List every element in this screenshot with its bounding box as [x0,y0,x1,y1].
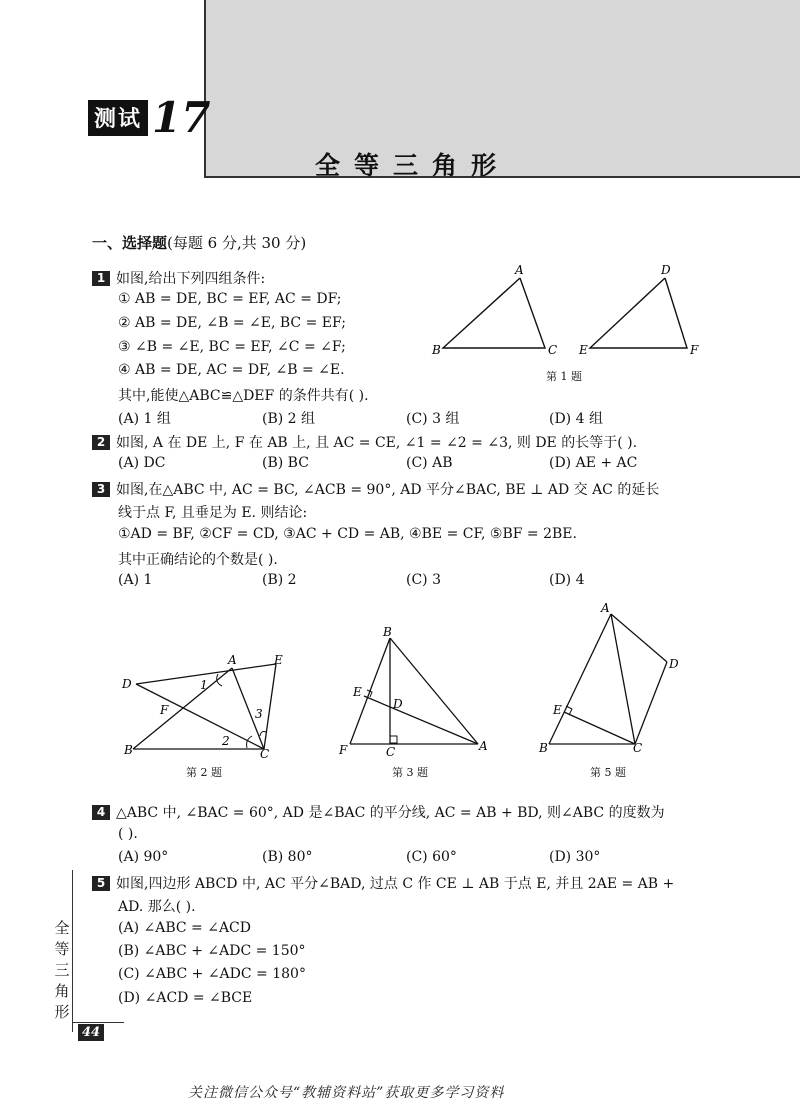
side-title: 全等三角形 [54,919,70,1021]
q3-stem: 如图,在△ABC 中, AC = BC, ∠ACB = 90°, AD 平分∠BAC, BE ⊥ AD 交 AC 的延长 [116,482,660,498]
q5-number: 5 [92,876,110,891]
page-title: 全等三角形 [315,151,511,180]
q1-stem-line [92,268,265,288]
q1-cond-2: ② AB = DE, ∠B = ∠E, BC = EF; [118,315,346,331]
section-note: (每题 6 分,共 30 分) [167,234,307,252]
q5-option-d: (D) ∠ACD = ∠BCE [118,990,253,1006]
q5-label-c: C [633,741,643,752]
q2-option-d: (D) AE + AC [549,455,638,471]
q3-stem-2: 线于点 F, 且垂足为 E. 则结论: [118,505,308,521]
q2-label-b: B [124,743,133,757]
q4-option-d: (D) 30° [549,849,601,865]
q3-option-a: (A) 1 [118,572,153,588]
q4-option-a: (A) 90° [118,849,169,865]
q1-ask: 其中,能使△ABC≌△DEF 的条件共有( ). [118,388,369,404]
q5-label-b: B [539,741,548,752]
q3-option-b: (B) 2 [262,572,297,588]
q4-option-c: (C) 60° [406,849,457,865]
q3-stem-line [92,479,659,499]
q1-label-c: C [548,343,558,357]
q5-option-b: (B) ∠ABC + ∠ADC = 150° [118,943,306,959]
q2-label-2: 2 [222,734,230,748]
q1-cond-1: ① AB = DE, BC = EF, AC = DF; [118,291,342,307]
q1-label-f: F [690,343,699,357]
q3-caption: 第 3 题 [392,766,428,779]
page-number: 44 [78,1024,104,1041]
q5-option-c: (C) ∠ABC + ∠ADC = 180° [118,966,306,982]
q5-caption: 第 5 题 [590,766,626,779]
q4-stem-2: ( ). [118,826,138,842]
q5-figure [535,602,685,752]
q2-option-a: (A) DC [118,455,166,471]
q3-label-e: E [353,685,362,699]
q1-label-b: B [432,343,441,357]
q2-label-3: 3 [255,707,263,721]
q2-option-c: (C) AB [406,455,453,471]
q2-label-d: D [122,677,132,691]
footer-note: 关注微信公众号“教辅资料站”获取更多学习资料 [188,1085,505,1101]
q3-label-d: D [393,697,403,711]
q3-label-f: F [339,743,348,756]
q1-option-c: (C) 3 组 [406,411,460,427]
q1-stem: 如图,给出下列四组条件: [116,271,266,287]
q3-label-c: C [386,745,396,756]
q3-stem-4: 其中正确结论的个数是( ). [118,552,278,568]
q2-label-f: F [160,703,169,717]
test-word: 测试 [88,100,148,136]
q1-label-e: E [579,343,588,357]
q1-option-d: (D) 4 组 [549,411,603,427]
q5-option-a: (A) ∠ABC = ∠ACD [118,920,251,936]
q4-number: 4 [92,805,110,820]
q3-number: 3 [92,482,110,497]
test-label [88,93,211,142]
q1-figure [425,262,715,366]
q4-stem: △ABC 中, ∠BAC = 60°, AD 是∠BAC 的平分线, AC = AB + BD, 则∠ABC 的度数为 [116,805,665,821]
q2-stem: 如图, A 在 DE 上, F 在 AB 上, 且 AC = CE, ∠1 = ∠2 = ∠3, 则 DE 的长等于( ). [116,435,638,451]
q1-label-d: D [661,263,671,277]
q2-label-c: C [260,747,270,758]
q3-option-d: (D) 4 [549,572,585,588]
q3-label-b: B [383,625,392,639]
q2-figure [118,652,288,758]
q3-figure [336,624,496,756]
q1-caption: 第 1 题 [546,370,582,383]
q5-label-d: D [669,657,679,671]
q1-number: 1 [92,271,110,286]
q1-option-b: (B) 2 组 [262,411,316,427]
q5-label-a: A [601,602,610,615]
q2-label-1: 1 [200,678,208,692]
section-heading-text: 一、选择题 [92,234,168,252]
q2-label-a: A [228,653,237,667]
section-heading [92,232,306,253]
test-number: 17 [152,93,211,142]
q3-option-c: (C) 3 [406,572,441,588]
q4-stem-line [92,802,665,822]
q3-label-a: A [479,739,488,753]
triangle-abc [443,278,545,348]
q1-cond-4: ④ AB = DE, AC = DF, ∠B = ∠E. [118,362,345,378]
page-rule [72,1022,124,1023]
q1-cond-3: ③ ∠B = ∠E, BC = EF, ∠C = ∠F; [118,339,346,355]
q1-label-a: A [515,263,524,277]
q2-caption: 第 2 题 [186,766,222,779]
q5-label-e: E [553,703,562,717]
q4-option-b: (B) 80° [262,849,313,865]
q2-label-e: E [274,653,283,667]
q2-option-b: (B) BC [262,455,309,471]
q5-stem-2: AD. 那么( ). [118,899,196,915]
triangle-def [590,278,687,348]
side-rule [72,870,73,1032]
q3-stem-3: ①AD = BF, ②CF = CD, ③AC + CD = AB, ④BE = CF, ⑤BF = 2BE. [118,526,577,542]
q5-stem-line [92,873,674,893]
q2-number: 2 [92,435,110,450]
q1-option-a: (A) 1 组 [118,411,171,427]
q5-stem: 如图,四边形 ABCD 中, AC 平分∠BAD, 过点 C 作 CE ⊥ AB 于点 E, 并且 2AE = AB + [116,876,675,892]
q2-stem-line [92,432,637,452]
